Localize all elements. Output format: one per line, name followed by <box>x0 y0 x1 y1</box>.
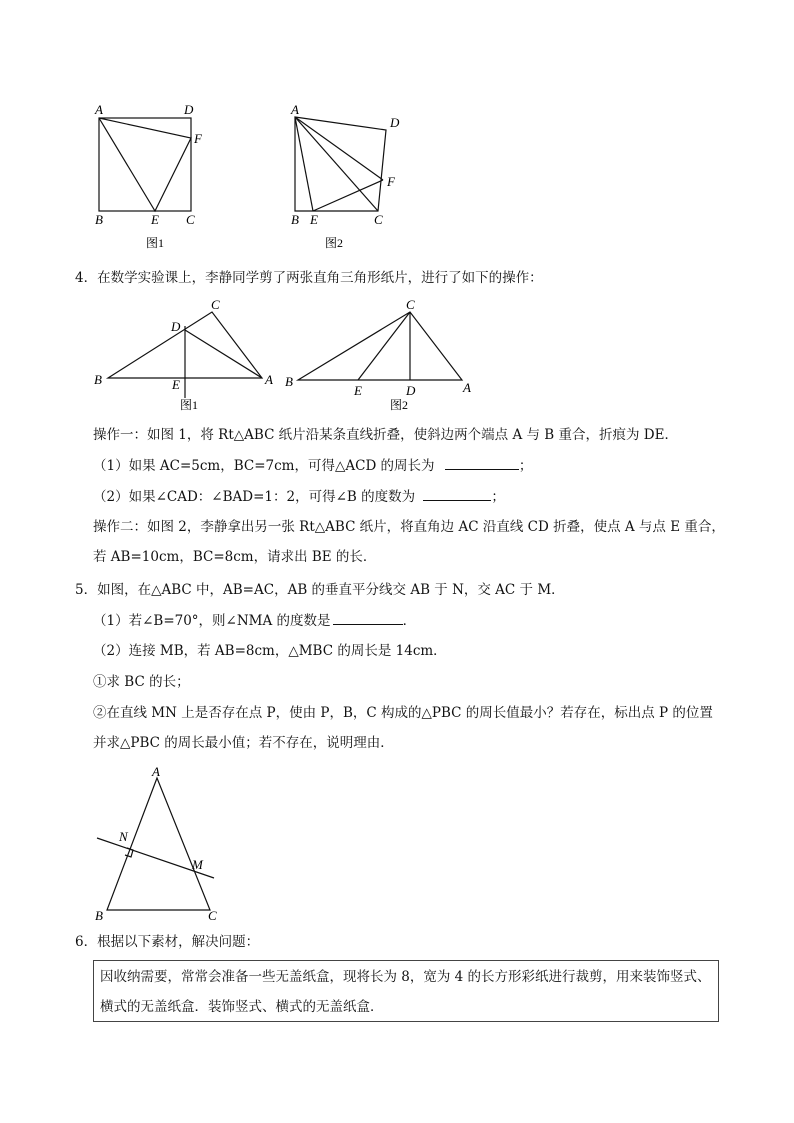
answer-blank[interactable] <box>423 486 491 501</box>
label-A: A <box>291 102 299 117</box>
top-fig2 <box>295 117 386 211</box>
triangle-abc <box>298 312 462 380</box>
q4-part-2-text: （2）如果∠CAD：∠BAD=1：2，可得∠B 的度数为 <box>93 489 416 505</box>
segment-af <box>295 117 383 180</box>
label-B: B <box>291 212 299 227</box>
q4-figures <box>0 295 794 415</box>
q4-stem: 4．在数学实验课上，李静同学剪了两张直角三角形纸片，进行了如下的操作： <box>75 270 543 286</box>
material-box <box>93 960 719 1022</box>
q4-fig2 <box>298 312 462 380</box>
caption-fig1: 图1 <box>146 236 165 250</box>
label-C: C <box>208 908 217 923</box>
q5-figure <box>0 760 300 930</box>
q4-part-2 <box>93 486 505 507</box>
label-D: D <box>406 383 416 398</box>
q5-part-2: （2）连接 MB，若 AB=8cm，△MBC 的周长是 14cm． <box>93 643 447 659</box>
label-A: A <box>152 764 160 779</box>
q5-sub-1: ①求 BC 的长； <box>93 674 190 690</box>
label-M: M <box>192 857 203 872</box>
label-C: C <box>406 297 415 312</box>
top-figures <box>0 0 794 260</box>
label-B: B <box>95 212 103 227</box>
label-C: C <box>374 212 383 227</box>
label-F: F <box>387 174 395 189</box>
label-D: D <box>184 102 194 117</box>
triangle-abc <box>107 778 210 910</box>
label-B: B <box>94 372 102 387</box>
segment-ae <box>295 117 313 211</box>
q5-stem: 5．如图，在△ABC 中，AB=AC，AB 的垂直平分线交 AB 于 N，交 AC 于 M． <box>75 582 565 598</box>
q4-part-1-text: （1）如果 AC=5cm，BC=7cm，可得△ACD 的周长为 <box>93 458 435 474</box>
label-C: C <box>211 297 220 312</box>
segment-ac <box>295 117 378 211</box>
answer-blank[interactable] <box>333 610 403 625</box>
caption-q4-fig2: 图2 <box>390 398 409 412</box>
label-D: D <box>390 115 400 130</box>
label-N: N <box>119 829 128 844</box>
q4-fig1 <box>108 312 262 398</box>
q6-stem: 6．根据以下素材，解决问题： <box>75 934 260 950</box>
q4-part-1 <box>93 455 532 476</box>
q5-sub-2-line1: ②在直线 MN 上是否存在点 P，使由 P，B，C 构成的△PBC 的周长值最小？若存在，标出点 P 的位置 <box>93 705 713 721</box>
q5-part-1-end: ． <box>402 613 417 629</box>
label-A: A <box>265 372 273 387</box>
caption-q4-fig1: 图1 <box>180 398 199 412</box>
q4-operation-1: 操作一：如图 1，将 Rt△ABC 纸片沿某条直线折叠，使斜边两个端点 A 与 B 重合，折痕为 DE． <box>93 427 678 443</box>
label-A: A <box>95 102 103 117</box>
q5-part-1 <box>93 610 416 631</box>
q5-part-1-text: （1）若∠B=70°，则∠NMA 的度数是 <box>93 613 331 629</box>
segment-ce <box>358 312 410 380</box>
label-B: B <box>95 908 103 923</box>
segment-ad <box>185 330 262 378</box>
q4-part-2-end: ； <box>491 489 505 505</box>
q4-operation-2-line2: 若 AB=10cm，BC=8cm，请求出 BE 的长． <box>93 549 377 565</box>
label-A: A <box>463 380 471 395</box>
label-C: C <box>186 212 195 227</box>
label-F: F <box>194 131 202 146</box>
label-D: D <box>171 319 181 334</box>
label-E: E <box>172 377 180 392</box>
answer-blank[interactable] <box>445 455 519 470</box>
q5-sub-2-line2: 并求△PBC 的周长最小值；若不存在，说明理由． <box>93 735 394 751</box>
quad-abcd <box>295 117 386 211</box>
q4-operation-2-line1: 操作二：如图 2，李静拿出另一张 Rt△ABC 纸片，将直角边 AC 沿直线 CD 折叠，使点 A 与点 E 重合， <box>93 519 725 535</box>
square-abcd <box>99 118 191 211</box>
label-E: E <box>354 383 362 398</box>
top-fig1 <box>99 118 191 211</box>
label-E: E <box>151 212 159 227</box>
q4-part-1-end: ； <box>518 458 533 474</box>
caption-fig2: 图2 <box>325 236 344 250</box>
material-line1: 因收纳需要，常常会准备一些无盖纸盒，现将长为 8，宽为 4 的长方形彩纸进行裁剪，用来装饰竖式、 <box>100 969 711 985</box>
label-E: E <box>310 212 318 227</box>
segment-ef <box>313 180 383 211</box>
material-line2: 横式的无盖纸盒．装饰竖式、横式的无盖纸盒． <box>100 999 384 1015</box>
label-B: B <box>285 374 293 389</box>
triangle-aef <box>99 118 191 211</box>
